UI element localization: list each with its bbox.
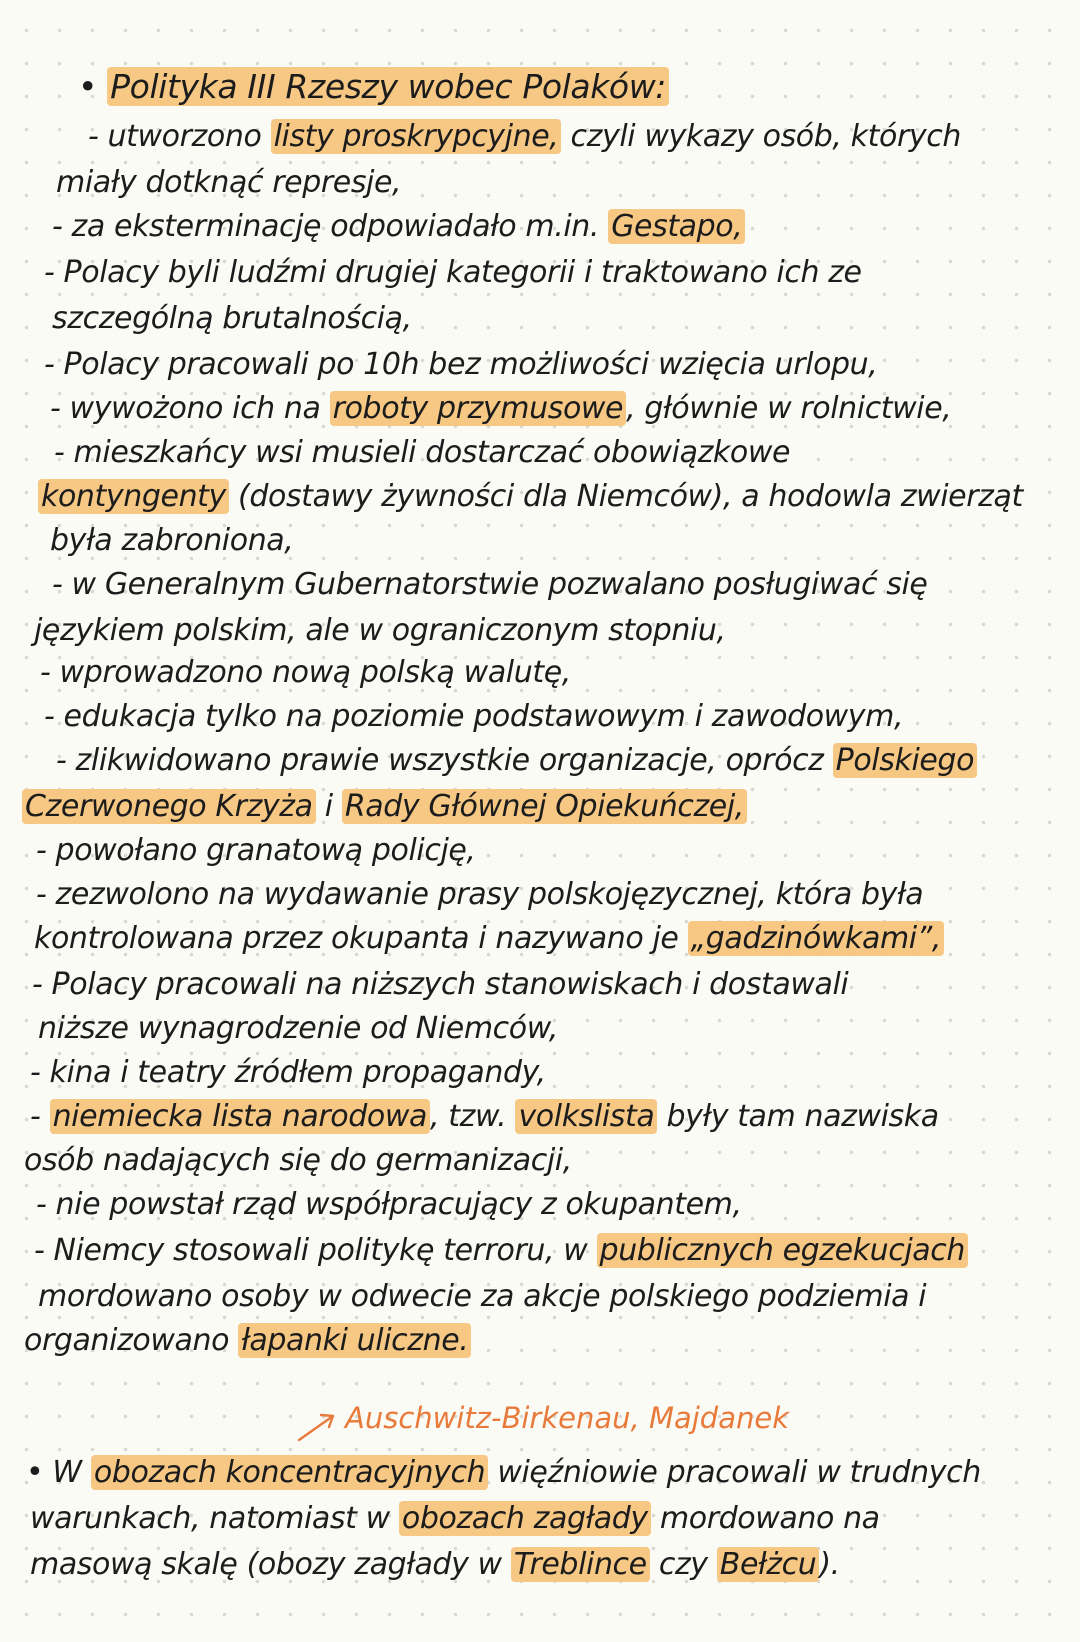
section2-line-2: warunkach, natomiast w obozach zagłady mordowano na [30, 1501, 880, 1536]
highlight-kontyngenty: kontyngenty [38, 479, 229, 514]
highlight-publicznych-egzekucjach: publicznych egzekucjach [597, 1233, 968, 1268]
highlight-lapanki-uliczne: łapanki uliczne. [238, 1323, 471, 1358]
note-line-26: - Niemcy stosowali politykę terroru, w publicznych egzekucjach [34, 1232, 968, 1270]
section2-line-1: • W obozach koncentracyjnych więźniowie pracowali w trudnych [26, 1455, 981, 1490]
section2-line-3: masową skalę (obozy zagłady w Treblince czy Bełżcu ). [30, 1547, 840, 1582]
highlight-roboty-przymusowe: roboty przymusowe [330, 391, 626, 426]
note-line-3: - za eksterminację odpowiadało m.in. Gestapo, [52, 208, 745, 246]
note-line-7: - wywożono ich na roboty przymusowe , głównie w rolnictwie, [50, 391, 952, 426]
note-line-9: kontyngenty (dostawy żywności dla Niemców), a hodowla zwierząt [38, 478, 1023, 516]
note-line-22: - kina i teatry źródłem propagandy, [30, 1055, 546, 1090]
note-line-25: - nie powstał rząd współpracujący z okupantem, [36, 1187, 742, 1222]
note-line-16: Czerwonego Krzyża i Rady Głównej Opiekuńczej, [22, 788, 747, 826]
highlight-treblince: Treblince [511, 1547, 650, 1582]
note-line-21: niższe wynagrodzenie od Niemców, [38, 1011, 559, 1046]
note-line-1: - utworzono listy proskrypcyjne, czyli wykazy osób, których [88, 119, 961, 154]
note-line-27: mordowano osoby w odwecie za akcje polskiego podziemia i [38, 1279, 927, 1314]
highlight-obozach-koncentracyjnych: obozach koncentracyjnych [91, 1455, 488, 1490]
arrow-icon [295, 1410, 339, 1444]
highlight-niemiecka-lista-narodowa: niemiecka lista narodowa [50, 1099, 430, 1134]
note-line-4: - Polacy byli ludźmi drugiej kategorii i traktowano ich ze [44, 255, 862, 290]
highlight-czerwonego-krzyza: Czerwonego Krzyża [22, 789, 316, 824]
bullet-dot: • [26, 1455, 44, 1490]
camps-annotation: Auschwitz-Birkenau, Majdanek [345, 1401, 790, 1435]
note-line-11: - w Generalnym Gubernatorstwie pozwalano posługiwać się [52, 567, 928, 602]
note-line-15: - zlikwidowano prawie wszystkie organizacje, oprócz Polskiego [56, 742, 977, 780]
highlight-listy-proskrypcyjne: listy proskrypcyjne, [271, 119, 562, 154]
note-line-23: - niemiecka lista narodowa , tzw. volkslista były tam nazwiska [30, 1099, 939, 1134]
highlight-gestapo: Gestapo, [608, 209, 745, 244]
note-line-2: miały dotknąć represje, [56, 165, 402, 200]
highlight-polskiego: Polskiego [833, 743, 977, 778]
note-line-17: - powołano granatową policję, [36, 833, 476, 868]
highlight-obozach-zaglady: obozach zagłady [399, 1501, 651, 1536]
note-line-14: - edukacja tylko na poziomie podstawowym i zawodowym, [44, 699, 904, 734]
note-line-8: - mieszkańcy wsi musieli dostarczać obowiązkowe [54, 435, 791, 470]
note-line-18: - zezwolono na wydawanie prasy polskojęzycznej, która była [36, 877, 924, 912]
highlight-volkslista: volkslista [515, 1099, 657, 1134]
section-title: Polityka III Rzeszy wobec Polaków: [107, 67, 669, 106]
section1-title-line [78, 68, 669, 106]
highlight-gadzinowkami: „gadzinówkami”, [688, 921, 944, 956]
highlight-rady-glownej-opiekunczej: Rady Głównej Opiekuńczej, [342, 789, 747, 824]
note-line-5: szczególną brutalnością, [52, 301, 412, 336]
note-line-10: była zabroniona, [50, 523, 294, 558]
note-line-24: osób nadających się do germanizacji, [24, 1143, 572, 1178]
note-line-12: językiem polskim, ale w ograniczonym stopniu, [34, 613, 726, 648]
note-line-6: - Polacy pracowali po 10h bez możliwości wzięcia urlopu, [44, 347, 878, 382]
bullet-dot: • [78, 67, 98, 106]
note-line-19: kontrolowana przez okupanta i nazywano je „gadzinówkami”, [34, 920, 944, 958]
note-line-13: - wprowadzono nową polską walutę, [40, 655, 571, 690]
note-line-28: organizowano łapanki uliczne. [24, 1322, 471, 1360]
note-line-20: - Polacy pracowali na niższych stanowiskach i dostawali [32, 967, 849, 1002]
highlight-belzcu: Bełżcu [717, 1547, 820, 1582]
